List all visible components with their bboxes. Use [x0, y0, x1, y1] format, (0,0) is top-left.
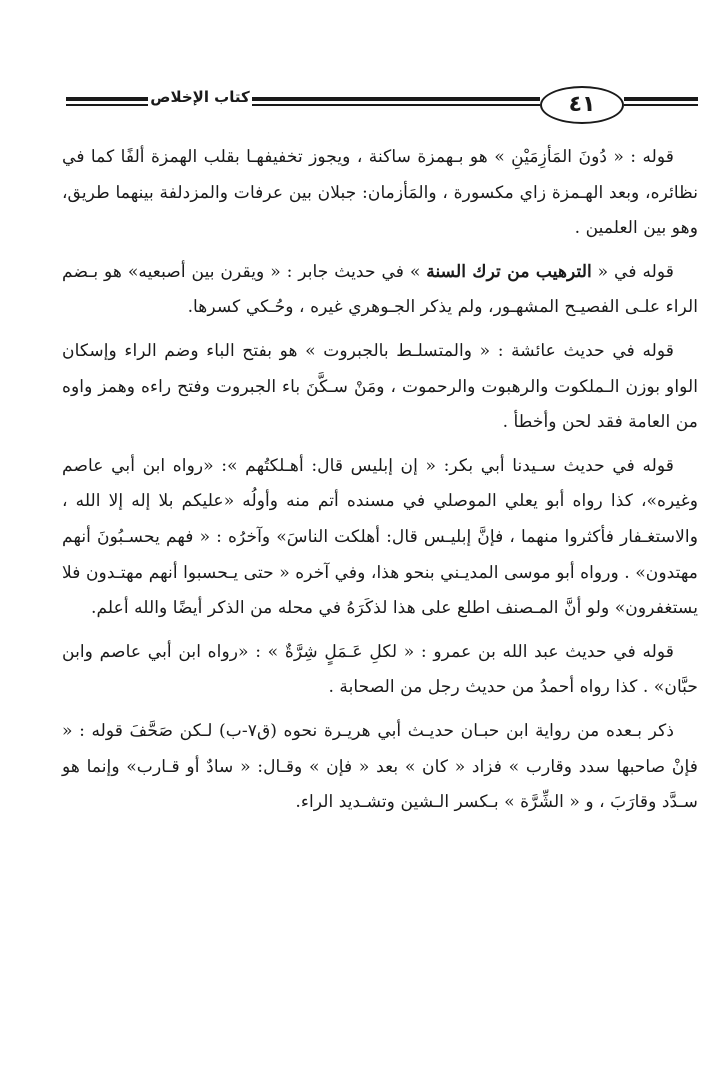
paragraph-text: » في حديث جابر : « ويقرن بين أصبعيه» هو بـضم الراء علـى الفصيـح المشهـور، ولم يذكر الجـوهري غيره ، وحُـكي كسرها. [62, 261, 698, 318]
paragraph-shirra: قوله في حديث عبد الله بن عمرو : « لكلِ عَـمَلٍ شِرَّةٌ » : «رواه ابن أبي عاصم وابن حبَّان» . كذا رواه أحمدُ من حديث رجل من الصحابة . [62, 641, 698, 698]
paragraph-iblis: قوله في حديث سـيدنا أبي بكر: « إن إبليس قال: أهـلكتُهم »: «رواه ابن أبي عاصم وغيره»، كذا رواه أبو يعلي الموصلي في مسنده أتم منه وأولُه «عليكم بلا إله إلا الله ، والاستغـفار فأكثروا منهما ، فإنَّ إبليـس قال: أهلكت الناسَ» وآخرُه : « فهم يحسـبُونَ أنهم مهتدون» . ورواه أبو موسى المديـني بنحو هذا، وفي آخره « حتى يـحسبوا أنهم مهتـدون فلا يستغفرون» ولو أنَّ المـصنف اطلع على هذا لذكَرَهُ في محله من الذكر أيضًا والله أعلم. [62, 455, 698, 619]
paragraph-tarhib [62, 255, 698, 326]
body-text [62, 140, 698, 829]
header-rule-middle [252, 97, 540, 101]
page-number: ٤١ [540, 86, 624, 124]
header-rule-middle-thin [252, 104, 540, 106]
paragraph-lead: قوله في « [591, 261, 674, 282]
header-rule-right-thin [624, 104, 698, 106]
chapter-reference: الترهيب من ترك السنة [426, 261, 592, 282]
header-rule-right [624, 97, 698, 101]
paragraph-jabarut: قوله في حديث عائشة : « والمتسلـط بالجبروت » هو بفتح الباء وضم الراء وإسكان الواو بوزن الـملكوت والرهبوت والرحموت ، ومَنْ سـكَّنَ باء الجبروت وفتح راءه وهمز واوه من العامة فقد لحن وأخطأ . [62, 340, 698, 433]
paragraph-ibn-hibban: ذكر بـعده من رواية ابن حبـان حديـث أبي هريـرة نحوه (ق٧-ب) لـكن صَحَّفَ قوله : « فإنْ صاحبها سدد وقارب » فزاد « كان » بعد « فإن » وقـال: « سادٌ أو قـارب» وإنما هو سـدَّد وقارَبَ ، و « الشِّرَّة » بـكسر الـشين وتشـديد الراء. [62, 720, 698, 813]
paragraph-dun-almazimayn: قوله : « دُونَ المَأزِمَيْنِ » هو بـهمزة ساكنة ، ويجوز تخفيفهـا بقلب الهمزة ألفًا كما في نظائره، وبعد الهـمزة زاي مكسورة ، والمَأزمان: جبلان بين عرفات والمزدلفة بينهما طريق، وهو بين العلمين . [62, 147, 698, 239]
running-title: كتاب الإخلاص [150, 88, 250, 106]
header-rule-left-thin [66, 104, 148, 106]
header-rule-left [66, 97, 148, 101]
